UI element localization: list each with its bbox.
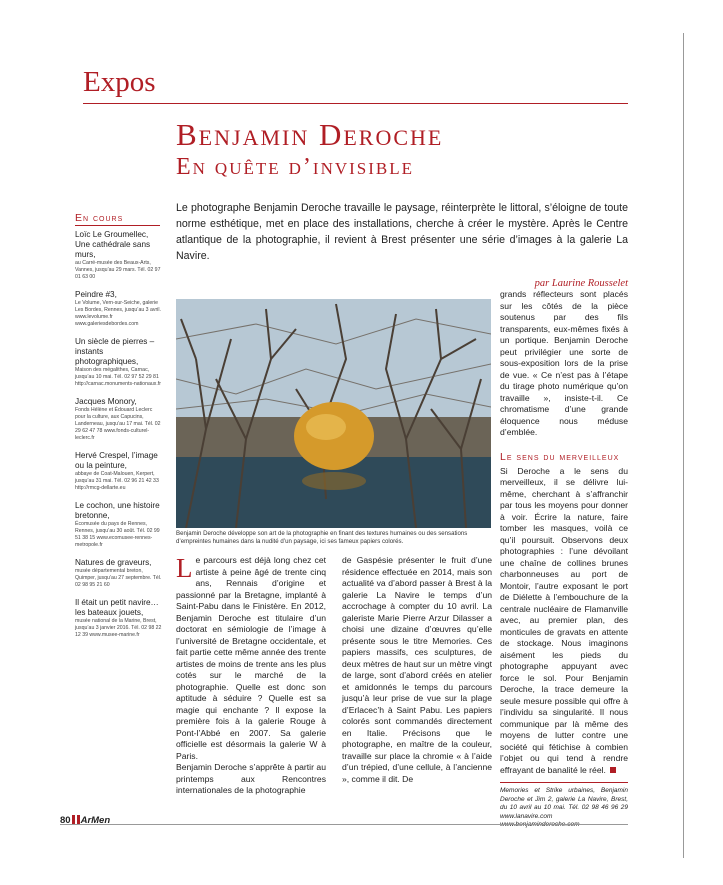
listing-detail: musée national de la Marine, Brest, jusqu’au 3 janvier 2016. Tél. 02 98 22 12 39 www.musee-marine.fr [75, 618, 162, 638]
article-title: Benjamin Deroche [176, 117, 444, 152]
listing-item [75, 451, 163, 492]
listing-item [75, 397, 163, 442]
listing-item [75, 558, 163, 589]
article-column-1 [176, 555, 326, 797]
photo-caption: Benjamin Deroche développe son art de la photographie en finant des textures humaines ou des sensations d’empreintes humaines dans la nudité d’un paysage, ici ses fameux papiers colorés. [176, 530, 468, 545]
article-intro: Le photographe Benjamin Deroche travaille le paysage, réinterprète le littoral, s’éloigne de toute norme esthétique, met en place des installations, cherche à créer le mystère. Après le Centre atlantique de la photographie, il revient à Brest présenter une série d’images à la galerie La Navire. [176, 202, 628, 262]
page-edge-rule [683, 33, 684, 858]
end-mark-icon [610, 767, 616, 773]
golden-rock-highlight [306, 414, 346, 440]
listing-title: Hervé Crespel, l’image ou la peinture, [75, 451, 158, 470]
listing-detail: Maison des mégalithes, Carnac, jusqu’au 10 mai. Tél. 02 97 52 29 81 http://carnac.monuments-nationaux.fr [75, 367, 161, 387]
article-column-2 [342, 555, 492, 785]
listing-title: Natures de graveurs, [75, 558, 152, 567]
listing-detail: Le Volume, Vern-sur-Seiche, galerie Les Bordes, Rennes, jusqu’au 3 avril. www.levolume.fr www.galeriesdebordes.com [75, 300, 161, 327]
paragraph: e parcours est déjà long chez cet artiste à peine âgé de trente cinq ans, Rennais d’origine et passionné par la Bretagne, implanté à Saint-Pabu dans le Finistère. En 2012, Benjamin Deroche est titulaire d’un doctorat en sémiologie de l’image à l’université de Bretagne occidentale, et fait partie cette même année des trente artistes de moins de trente ans les plus cotés sur le marché de la photographie. Quelle est donc son aptitude à séduire ? Quelle est sa magie qui enchante ? Il expose la première fois à la galerie Rouge à Pont-l’Abbé en 2007. Sa galerie officielle est désormais la galerie W à Paris. [176, 555, 326, 761]
magazine-brand: ArMen [80, 815, 111, 826]
exhibition-info: Memories et Strike urbaines, Benjamin Deroche et Jim 2, galerie La Navire, Brest, du 10 avril au 10 mai. Tél. 02 98 46 96 29 www.lanavire.com [500, 787, 628, 820]
paragraph: de Gaspésie présenter le fruit d’une résidence effectuée en 2014, mais son actualité va d’abord passer à Brest à la galerie La Navire le temps d’un accrochage à compter du 10 avril. La galeriste Marie Pierre Arzur Dilasser a choisi une dizaine d’œuvres qu’elle présente sous le titre Memories. Ces papiers massifs, ces sculptures, de deux mètres de haut sur un mètre vingt de large, sont d’abord créés en atelier et amidonnés le temps du parcours jusqu’à leur prise de vue sur la plage d’Erlacec’h à Saint Pabu. Les papiers colorés sont commandés directement en Italie. Précisons que le photographe, en maître de la couleur, travaille sur place la chromie « à l’aide d’un trépied, d’une cellule, à l’ancienne », comme il dit. De [342, 555, 492, 784]
listing-detail: Écomusée du pays de Rennes, Rennes, jusqu’au 30 août. Tél. 02 99 51 38 15 www.ecomusee-rennes-metropole.fr [75, 521, 160, 548]
listing-item [75, 230, 163, 281]
listing-detail: Fonds Hélène et Édouard Leclerc pour la culture, aux Capucins, Landerneau, jusqu’au 17 mai. Tél. 02 29 62 47 78 www.fonds-culturel-leclerc.fr [75, 407, 161, 441]
listing-item [75, 501, 163, 549]
listing-detail: musée départemental breton, Quimper, jusqu’au 27 septembre. Tél. 02 98 95 21 60 [75, 568, 162, 588]
section-title: Expos [83, 66, 156, 98]
article-byline: par Laurine Rousselet [534, 278, 628, 289]
page-folio [60, 815, 110, 826]
sidebar-heading-rule [75, 225, 160, 226]
folio-bar-icon [72, 815, 75, 824]
listing-detail: abbaye de Coat-Malouen, Kerpert, jusqu’au 31 mai. Tél. 02 96 21 42 33 http://rmcg-dellarte.eu [75, 471, 159, 491]
listing-item [75, 337, 163, 388]
paragraph-text: Si Deroche a le sens du merveilleux, il se délivre lui-même, cherchant à s’affranchir par tous les moyens pour donner à voir. Écrire la nature, faire tomber les masques, voilà ce qu’il poursuit. Observons deux photographies : l’une dévoilant une chaîne de collines brunes charbonneuses au port de Montoir, l’autre exposant le port de Diélette à l’embouchure de la centrale nucléaire de Flamanville avec, au premier plan, des monticules de gravats en attente de stockage. Nous imaginons aisément les pieds du photographe appuyant avec force le sol. Pour Benjamin Deroche, la trace demeure la seule mesure possible qui offre à l’individu sa singularité. Il nous communique par là même des moyens de lutter contre une société qui fétichise à combien l’objet ou qui tend à rendre effrayant de banalité le réel. [500, 465, 628, 775]
drop-cap: L [176, 553, 193, 583]
photo-illustration [176, 299, 491, 528]
exhibition-listings [75, 230, 163, 648]
listing-title: Loïc Le Groumellec, Une cathédrale sans murs, [75, 230, 151, 259]
listing-item [75, 290, 163, 328]
listing-title: Le cochon, une histoire bretonne, [75, 501, 160, 520]
paragraph: grands réflecteurs sont placés sur les côtés de la pièce soutenus par des fils transparents, eux-mêmes fixés à un portique. Benjamin Deroche peut privilégier une sorte de sous-exposition lors de la prise de vue. « Ce n’est pas à l’étape du tirage photo numérique qu’on travaille », insiste-t-il. Ce chromatisme d’une grande éloquence nous méduse d’emblée. [500, 289, 628, 437]
section-rule [83, 103, 628, 104]
paragraph [500, 466, 628, 777]
subsection-heading: Le sens du merveilleux [500, 450, 620, 463]
golden-rock-reflection [302, 472, 366, 490]
listing-title: Un siècle de pierres – instants photographiques, [75, 337, 155, 366]
listing-title: Il était un petit navire… les bateaux jouets, [75, 598, 159, 617]
listing-detail: au Carré-musée des Beaux-Arts, Vannes, jusqu’au 29 mars. Tél. 02 97 01 63 00 [75, 260, 161, 280]
landscape-photo [176, 299, 491, 528]
article-column-3 [500, 289, 628, 830]
article-subtitle: En quête d’invisible [176, 154, 415, 180]
footer-rule [60, 824, 628, 825]
listing-title: Peindre #3, [75, 290, 117, 299]
page-number: 80 [60, 815, 71, 826]
listing-item [75, 598, 163, 639]
info-rule [500, 782, 628, 783]
listing-title: Jacques Monory, [75, 397, 137, 406]
folio-bar-icon [77, 815, 80, 824]
sidebar-heading: En cours [75, 212, 124, 224]
paragraph: Benjamin Deroche s’apprête à partir au printemps aux Rencontres internationales de la photographie [176, 762, 326, 795]
